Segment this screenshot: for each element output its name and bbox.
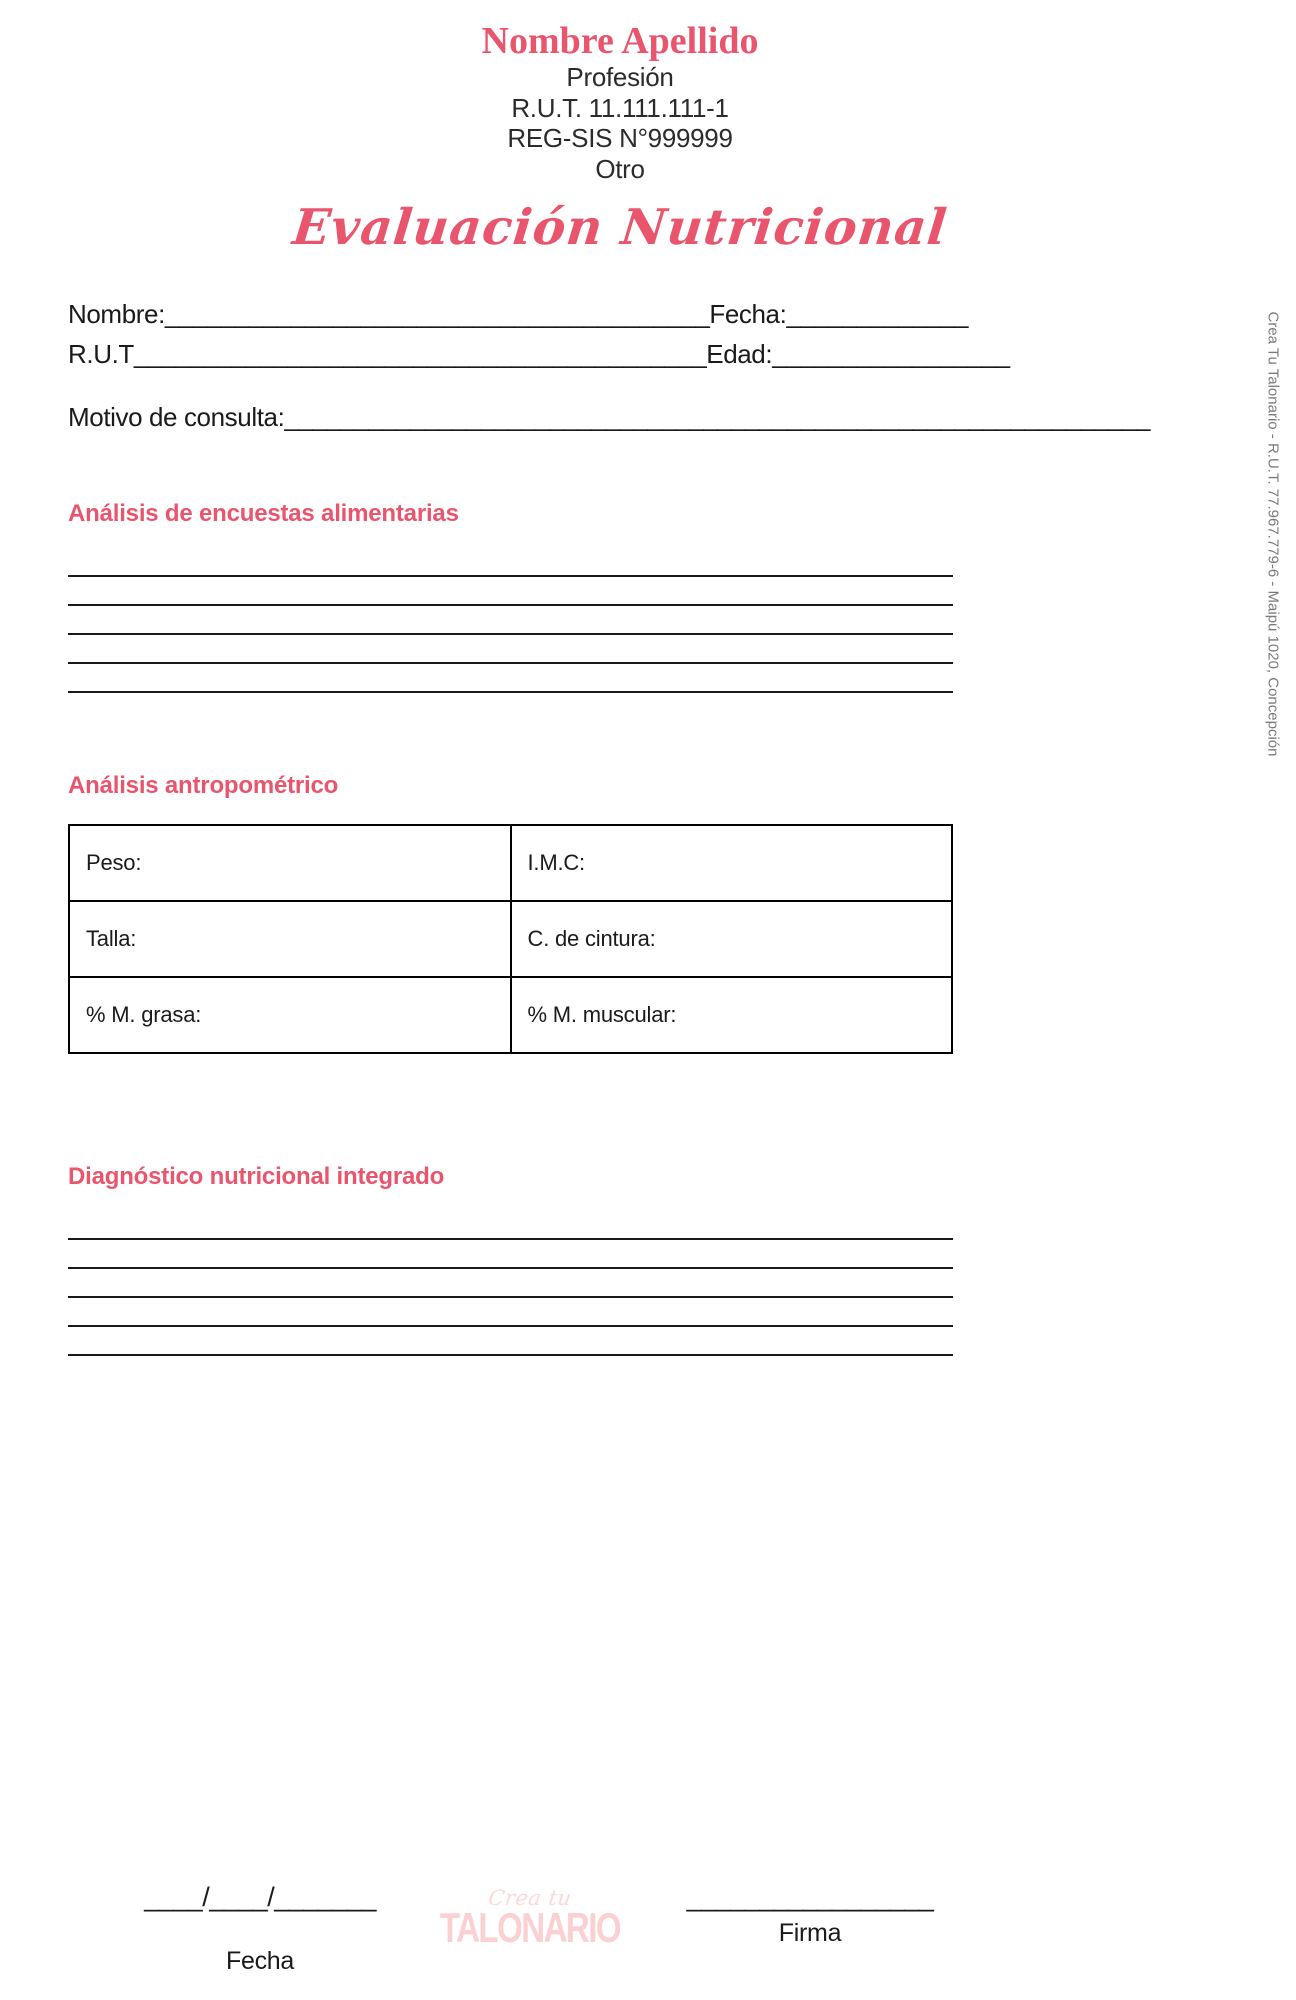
- ruled-lines-diagnostico[interactable]: [68, 1211, 953, 1356]
- edad-input-line[interactable]: _________________: [772, 338, 1010, 369]
- ruled-line[interactable]: [68, 1269, 953, 1298]
- nombre-input-line[interactable]: _______________________________________: [164, 299, 710, 329]
- ruled-line[interactable]: [68, 1327, 953, 1356]
- watermark-main-text: TALONARIO: [439, 1904, 621, 1951]
- ruled-lines-encuestas[interactable]: [68, 548, 953, 693]
- ruled-line[interactable]: [68, 606, 953, 635]
- footer-signature-block: [660, 1882, 960, 1948]
- motivo-consulta-row: [68, 402, 1150, 433]
- signature-input-line[interactable]: _________________: [686, 1882, 934, 1912]
- section-heading-encuestas: Análisis de encuestas alimentarias: [68, 500, 459, 527]
- nombre-label: Nombre:: [68, 299, 165, 329]
- motivo-consulta-input-line[interactable]: ______________________________________________________________: [284, 402, 1150, 432]
- date-caption: Fecha: [226, 1947, 294, 1975]
- table-cell-masa-grasa[interactable]: % M. grasa:: [69, 977, 511, 1053]
- footer-date-block: [110, 1882, 410, 1976]
- practitioner-name: Nombre Apellido: [481, 20, 759, 62]
- practitioner-other: Otro: [595, 153, 645, 184]
- table-cell-masa-muscular[interactable]: % M. muscular:: [511, 977, 953, 1053]
- watermark-script-text: Crea tu: [486, 1886, 574, 1910]
- identification-block: [68, 295, 1010, 374]
- fecha-label: Fecha:: [709, 299, 787, 329]
- anthropometric-table: [68, 824, 953, 1054]
- rut-input-line[interactable]: _________________________________________: [133, 338, 707, 369]
- document-header: [0, 22, 1240, 185]
- section-heading-diagnostico: Diagnóstico nutricional integrado: [68, 1163, 445, 1190]
- ruled-line[interactable]: [68, 1240, 953, 1269]
- side-credit-strip: [1250, 0, 1292, 2000]
- table-row: [69, 901, 952, 977]
- date-input-line[interactable]: ____/____/_______: [144, 1882, 376, 1912]
- section-heading-antropometrico: Análisis antropométrico: [68, 772, 339, 799]
- document-footer: [0, 1845, 1296, 2000]
- practitioner-regsis: REG-SIS N°999999: [507, 123, 733, 154]
- practitioner-profession: Profesión: [566, 61, 674, 92]
- table-cell-cintura[interactable]: C. de cintura:: [511, 901, 953, 977]
- table-row: [69, 977, 952, 1053]
- nombre-row: [68, 295, 968, 335]
- table-row: [69, 825, 952, 901]
- table-cell-peso[interactable]: Peso:: [69, 825, 511, 901]
- ruled-line[interactable]: [68, 1211, 953, 1240]
- rut-row: [68, 335, 1010, 375]
- brand-watermark-logo: [430, 1886, 630, 1951]
- edad-label: Edad:: [706, 338, 773, 369]
- ruled-line[interactable]: [68, 1298, 953, 1327]
- ruled-line[interactable]: [68, 548, 953, 577]
- table-cell-imc[interactable]: I.M.C:: [511, 825, 953, 901]
- side-credit-text: Crea Tu Talonario - R.U.T. 77.967.779-6 - Maipú 1020, Concepción: [1264, 311, 1282, 757]
- motivo-consulta-label: Motivo de consulta:: [68, 402, 285, 432]
- ruled-line[interactable]: [68, 577, 953, 606]
- page-title: Evaluación Nutricional: [289, 198, 951, 256]
- rut-label: R.U.T: [68, 338, 134, 369]
- fecha-input-line[interactable]: _____________: [786, 299, 968, 329]
- ruled-line[interactable]: [68, 664, 953, 693]
- signature-caption: Firma: [778, 1919, 842, 1947]
- practitioner-rut: R.U.T. 11.111.111-1: [511, 92, 729, 123]
- table-cell-talla[interactable]: Talla:: [69, 901, 511, 977]
- ruled-line[interactable]: [68, 635, 953, 664]
